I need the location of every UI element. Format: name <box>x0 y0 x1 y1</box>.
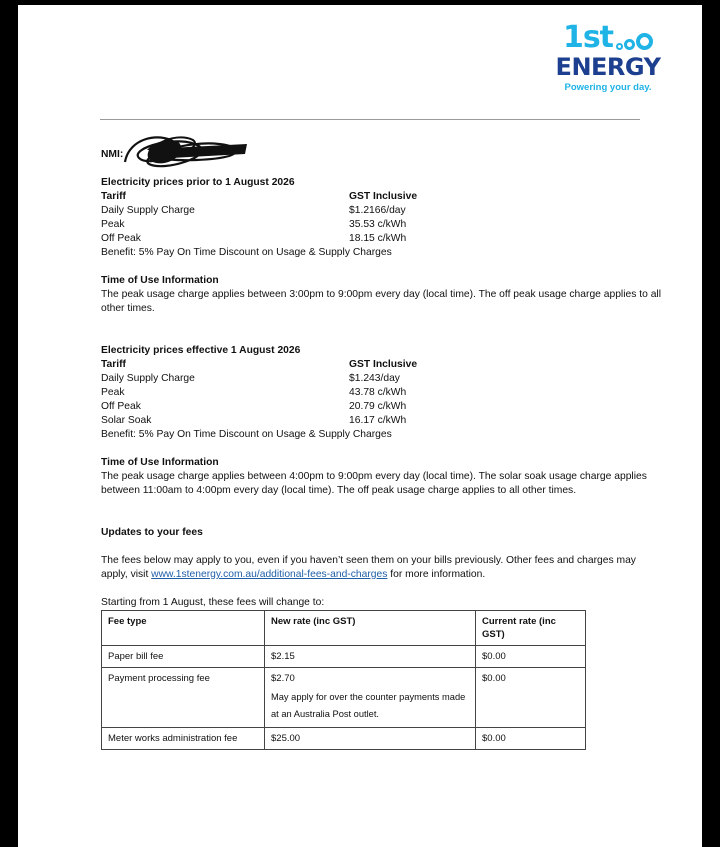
effective-row-label: Peak <box>101 387 125 398</box>
effective-row-label: Off Peak <box>101 401 141 412</box>
effective-row-value: $1.243/day <box>349 373 400 384</box>
additional-fees-link[interactable]: www.1stenergy.com.au/additional-fees-and-charges <box>151 569 388 580</box>
fee-new-cell: $25.00 <box>265 728 476 750</box>
prior-row-value: 35.53 c/kWh <box>349 219 407 230</box>
effective-row-value: 16.17 c/kWh <box>349 415 407 426</box>
prior-col-tariff: Tariff <box>101 191 126 202</box>
prior-heading: Electricity prices prior to 1 August 2026 <box>101 177 295 188</box>
company-logo <box>553 20 663 93</box>
effective-row <box>101 414 661 428</box>
logo-dots-icon <box>615 33 653 50</box>
table-row <box>102 668 586 728</box>
effective-heading: Electricity prices effective 1 August 2026 <box>101 345 301 356</box>
fee-current-cell: $0.00 <box>476 668 586 728</box>
fees-table-header <box>102 611 586 646</box>
prior-tou-text: The peak usage charge applies between 3:00pm to 9:00pm every day (local time). The off peak usage charge applies to all other times. <box>101 289 661 314</box>
logo-1st-text: 1st <box>562 20 614 55</box>
effective-benefit: Benefit: 5% Pay On Time Discount on Usage & Supply Charges <box>101 429 392 440</box>
logo-tagline: Powering your day. <box>564 82 652 93</box>
effective-col-tariff: Tariff <box>101 359 126 370</box>
effective-row-value: 20.79 c/kWh <box>349 401 407 412</box>
fee-current-cell: $0.00 <box>476 646 586 668</box>
prior-row <box>101 204 661 218</box>
logo-energy-text: ENERGY <box>555 53 661 81</box>
effective-tou-heading: Time of Use Information <box>101 457 219 468</box>
fee-type-cell: Paper bill fee <box>102 646 265 668</box>
prior-benefit: Benefit: 5% Pay On Time Discount on Usage & Supply Charges <box>101 247 392 258</box>
fee-new-cell-with-note <box>265 668 476 728</box>
fee-new-cell: $2.15 <box>265 646 476 668</box>
fee-type-cell: Meter works administration fee <box>102 728 265 750</box>
nmi-line <box>101 148 661 162</box>
effective-row-label: Daily Supply Charge <box>101 373 195 384</box>
prior-tou-heading: Time of Use Information <box>101 275 219 286</box>
prior-col-gst: GST Inclusive <box>349 191 418 202</box>
table-row <box>102 728 586 750</box>
effective-tou-text: The peak usage charge applies between 4:00pm to 9:00pm every day (local time). The solar soak usage charge applies between 11:00am to 4:00pm every day (local time). The off peak usage charge applies to all other times. <box>101 471 647 496</box>
fee-type-cell: Payment processing fee <box>102 668 265 728</box>
prior-row-label: Daily Supply Charge <box>101 205 195 216</box>
fees-header-current: Current rate (inc GST) <box>476 611 586 646</box>
table-row <box>102 646 586 668</box>
prior-table-header <box>101 190 661 204</box>
fees-header-new: New rate (inc GST) <box>265 611 476 646</box>
fees-header-type: Fee type <box>102 611 265 646</box>
effective-row-value: 43.78 c/kWh <box>349 387 407 398</box>
fee-note: May apply for over the counter payments made at an Australia Post outlet. <box>271 692 466 719</box>
nmi-label: NMI: <box>101 149 124 160</box>
effective-table-header <box>101 358 661 372</box>
fees-intro-end: for more information. <box>387 569 486 580</box>
prior-row-value: 18.15 c/kWh <box>349 233 407 244</box>
fees-intro <box>101 554 661 582</box>
prior-row-value: $1.2166/day <box>349 205 406 216</box>
fee-new-value: $2.70 <box>271 673 295 684</box>
header-divider <box>100 119 640 120</box>
fees-table <box>101 610 586 750</box>
fee-current-cell: $0.00 <box>476 728 586 750</box>
effective-row <box>101 372 661 386</box>
fees-heading: Updates to your fees <box>101 527 203 538</box>
redaction-scribble <box>119 128 249 176</box>
effective-col-gst: GST Inclusive <box>349 359 418 370</box>
effective-row <box>101 400 661 414</box>
fees-intro-text: The fees below may apply to you, even if you haven’t seen them on your bills previously. Other fees and charges may apply, visit <box>101 555 636 580</box>
letter-body <box>101 148 661 750</box>
letter-page <box>18 5 702 847</box>
effective-row-label: Solar Soak <box>101 415 152 426</box>
prior-row-label: Peak <box>101 219 125 230</box>
prior-row <box>101 232 661 246</box>
prior-row-label: Off Peak <box>101 233 141 244</box>
effective-row <box>101 386 661 400</box>
prior-row <box>101 218 661 232</box>
fees-starting-text: Starting from 1 August, these fees will change to: <box>101 597 325 608</box>
